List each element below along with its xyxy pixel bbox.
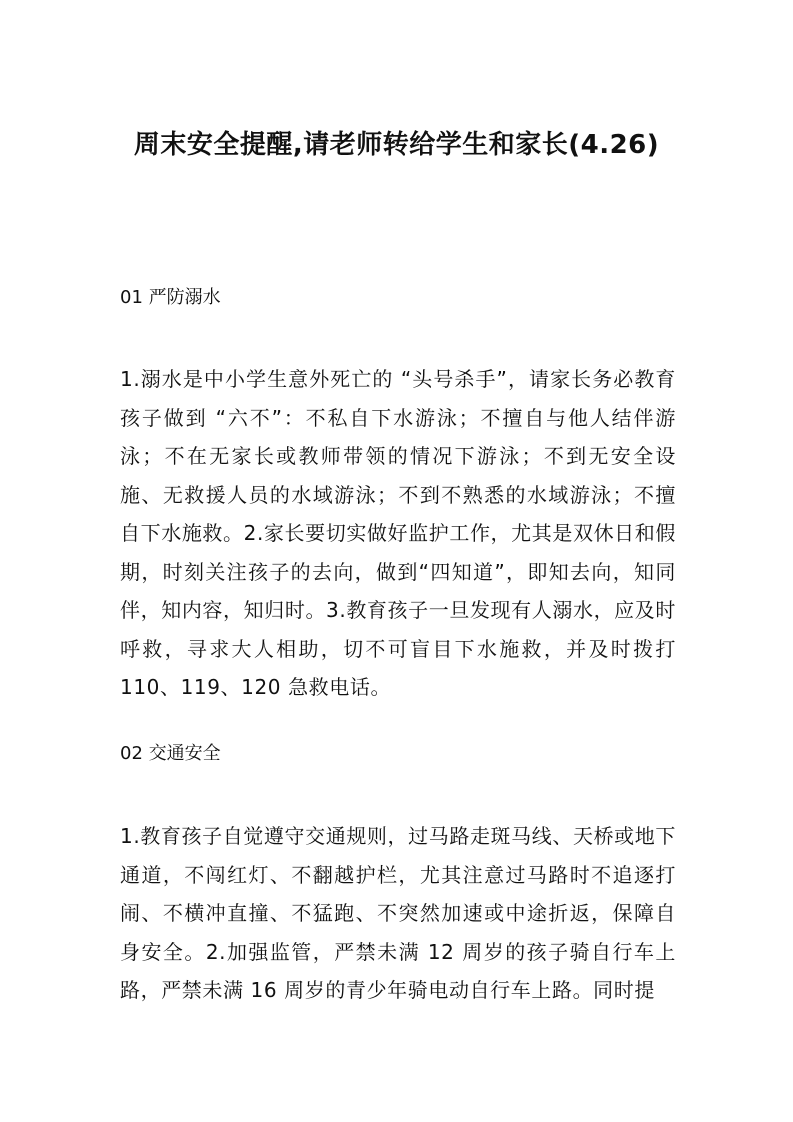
section-paragraph-drowning: 1.溺水是中小学生意外死亡的 “头号杀手”，请家长务必教育孩子做到 “六不”：不私自下水游泳；不擅自与他人结伴游泳；不在无家长或教师带领的情况下游泳；不到无安全设施、无救援人员的水域游泳；不到不熟悉的水域游泳；不擅自下水施救。2.家长要切实做好监护工作，尤其是双休日和假期，时刻关注孩子的去向，做到“四知道”，即知去向，知同伴，知内容，知归时。3.教育孩子一旦发现有人溺水，应及时呼救，寻求大人相助，切不可盲目下水施救，并及时拨打 110、119、120 急救电话。	[120, 367, 676, 699]
document-title: 周末安全提醒,请老师转给学生和家长(4.26)	[133, 130, 660, 160]
section-heading-drowning: 01 严防溺水	[120, 287, 221, 308]
section-paragraph-traffic: 1.教育孩子自觉遵守交通规则，过马路走斑马线、天桥或地下通道，不闯红灯、不翻越护栏，尤其注意过马路时不追逐打闹、不横冲直撞、不猛跑、不突然加速或中途折返，保障自身安全。2.加强监管，严禁未满 12 周岁的孩子骑自行车上路，严禁未满 16 周岁的青少年骑电动自行车上路。同时提	[120, 824, 676, 1002]
section-heading-traffic: 02 交通安全	[120, 743, 221, 764]
